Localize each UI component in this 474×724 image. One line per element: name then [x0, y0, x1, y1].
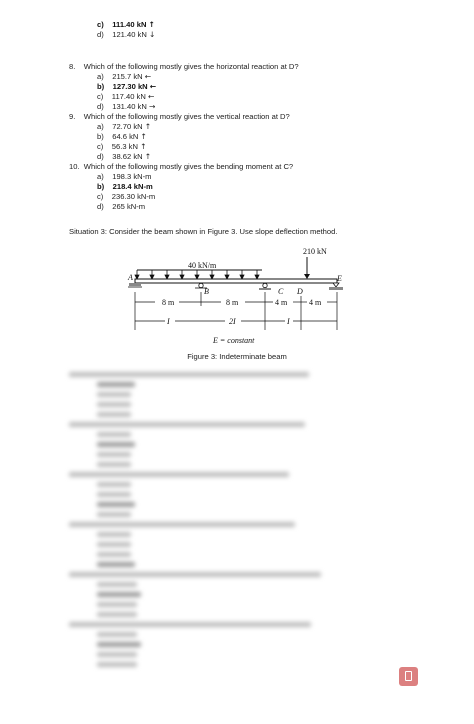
- q8-option-a: a) 215.7 kN ←: [97, 72, 152, 81]
- q10-option-a: a) 198.3 kN-m: [97, 172, 152, 181]
- inertia-ce: I: [287, 317, 290, 326]
- q8-option-b: b) 127.30 kN ←: [97, 82, 157, 91]
- q9-option-d: d) 38.62 kN ↑: [97, 152, 152, 161]
- dim-cd: 4 m: [275, 298, 288, 307]
- q9-option-b: b) 64.6 kN ↑: [97, 132, 147, 141]
- arrow-left-icon: ←: [144, 72, 152, 81]
- inertia-ab: I: [167, 317, 170, 326]
- q10-option-b: b) 218.4 kN-m: [97, 182, 153, 191]
- support-a: [128, 283, 142, 287]
- point-load-arrowhead: [304, 274, 310, 279]
- arrow-left-icon: ←: [147, 92, 155, 101]
- arrow-up-icon: ↑: [140, 132, 147, 141]
- arrow-down-icon: ↓: [148, 30, 156, 39]
- support-e: [329, 283, 343, 290]
- arrow-up-icon: ↑: [140, 142, 147, 151]
- label-e: E: [337, 274, 342, 283]
- label-b: B: [204, 287, 209, 296]
- unlock-button[interactable]: [399, 667, 418, 686]
- situation-heading: Situation 3: Consider the beam shown in Figure 3. Use slope deflection method.: [69, 227, 338, 236]
- arrow-up-icon: ↑: [144, 152, 152, 161]
- arrow-left-icon: ←: [149, 82, 157, 91]
- modulus-note: E = constant: [213, 336, 255, 345]
- beam: [135, 279, 337, 283]
- q9-option-c: c) 56.3 kN ↑: [97, 142, 147, 151]
- q9-question: 9. Which of the following mostly gives the vertical reaction at D?: [69, 112, 290, 121]
- dim-bc: 8 m: [226, 298, 239, 307]
- q10-option-c: c) 236.30 kN-m: [97, 192, 156, 201]
- q8-question: 8. Which of the following mostly gives the horizontal reaction at D?: [69, 62, 299, 71]
- arrow-right-icon: →: [148, 102, 156, 111]
- beam-figure: [125, 244, 355, 348]
- q8-option-c: c) 117.40 kN ←: [97, 92, 155, 101]
- inertia-bc: 2I: [229, 317, 236, 326]
- q7-option-c: c) 111.40 kN ↑: [97, 20, 155, 29]
- label-c: C: [278, 287, 284, 296]
- q10-option-d: d) 265 kN-m: [97, 202, 146, 211]
- q8-option-d: d) 131.40 kN →: [97, 102, 156, 111]
- document-icon: [405, 671, 412, 681]
- udl-arrows: [135, 270, 259, 279]
- support-c: [259, 283, 271, 290]
- arrow-up-icon: ↑: [148, 20, 155, 29]
- dim-de: 4 m: [309, 298, 322, 307]
- point-load-label: 210 kN: [303, 247, 327, 256]
- arrow-up-icon: ↑: [144, 122, 152, 131]
- figure-caption: Figure 3: Indeterminate beam: [187, 352, 287, 361]
- label-d: D: [297, 287, 303, 296]
- udl-label: 40 kN/m: [188, 261, 217, 270]
- q7-option-d: d) 121.40 kN ↓: [97, 30, 156, 39]
- dim-ab: 8 m: [162, 298, 175, 307]
- blurred-content: [60, 366, 360, 666]
- q10-question: 10. Which of the following mostly gives the bending moment at C?: [69, 162, 294, 171]
- label-a: A: [128, 273, 133, 282]
- q9-option-a: a) 72.70 kN ↑: [97, 122, 152, 131]
